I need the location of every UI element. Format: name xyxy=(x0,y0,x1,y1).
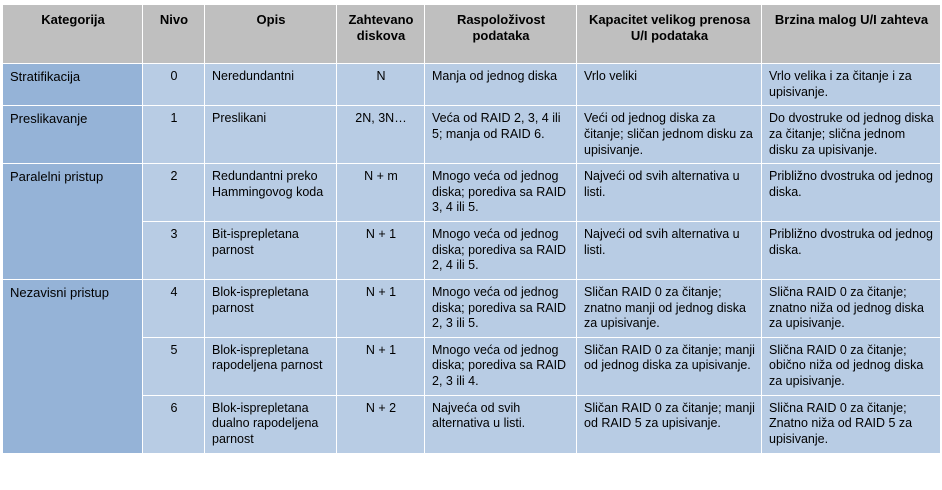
column-header-nivo: Nivo xyxy=(143,5,205,64)
small-io-cell: Slična RAID 0 za čitanje; znatno niža od jednog diska za upisivanje. xyxy=(762,279,941,337)
level-cell: 5 xyxy=(143,337,205,395)
small-io-cell: Približno dvostruka od jednog diska. xyxy=(762,222,941,280)
level-cell: 4 xyxy=(143,279,205,337)
large-io-cell: Vrlo veliki xyxy=(577,64,762,106)
disks-cell: 2N, 3N… xyxy=(337,106,425,164)
raid-comparison-table xyxy=(2,4,941,454)
disks-cell: N xyxy=(337,64,425,106)
description-cell: Redundantni preko Hammingovog koda xyxy=(205,164,337,222)
small-io-cell: Do dvostruke od jednog diska za čitanje; slična jednom disku za upisivanje. xyxy=(762,106,941,164)
disks-cell: N + 1 xyxy=(337,222,425,280)
disks-cell: N + m xyxy=(337,164,425,222)
category-cell: Nezavisni pristup xyxy=(3,279,143,453)
disks-cell: N + 2 xyxy=(337,395,425,453)
level-cell: 3 xyxy=(143,222,205,280)
availability-cell: Mnogo veća od jednog diska; porediva sa RAID 2, 3 ili 5. xyxy=(425,279,577,337)
availability-cell: Mnogo veća od jednog diska; porediva sa RAID 2, 4 ili 5. xyxy=(425,222,577,280)
column-header-brzina-malog-zahteva: Brzina malog U/I zahteva xyxy=(762,5,941,64)
small-io-cell: Približno dvostruka od jednog diska. xyxy=(762,164,941,222)
table-row xyxy=(3,395,941,453)
table-header-row xyxy=(3,5,941,64)
availability-cell: Mnogo veća od jednog diska; porediva sa RAID 2, 3 ili 4. xyxy=(425,337,577,395)
level-cell: 1 xyxy=(143,106,205,164)
description-cell: Blok-isprepletana parnost xyxy=(205,279,337,337)
small-io-cell: Slična RAID 0 za čitanje; obično niža od jednog diska za upisivanje. xyxy=(762,337,941,395)
category-cell: Preslikavanje xyxy=(3,106,143,164)
availability-cell: Najveća od svih alternativa u listi. xyxy=(425,395,577,453)
disks-cell: N + 1 xyxy=(337,337,425,395)
column-header-kapacitet-velikog-prenosa: Kapacitet velikog prenosa U/I podataka xyxy=(577,5,762,64)
level-cell: 0 xyxy=(143,64,205,106)
description-cell: Blok-isprepletana rapodeljena parnost xyxy=(205,337,337,395)
description-cell: Blok-isprepletana dualno rapodeljena parnost xyxy=(205,395,337,453)
large-io-cell: Sličan RAID 0 za čitanje; manji od jednog diska za upisivanje. xyxy=(577,337,762,395)
table-row xyxy=(3,279,941,337)
level-cell: 2 xyxy=(143,164,205,222)
disks-cell: N + 1 xyxy=(337,279,425,337)
level-cell: 6 xyxy=(143,395,205,453)
description-cell: Neredundantni xyxy=(205,64,337,106)
column-header-kategorija: Kategorija xyxy=(3,5,143,64)
table-row xyxy=(3,106,941,164)
table-row xyxy=(3,337,941,395)
description-cell: Bit-isprepletana parnost xyxy=(205,222,337,280)
large-io-cell: Najveći od svih alternativa u listi. xyxy=(577,222,762,280)
large-io-cell: Sličan RAID 0 za čitanje; znatno manji od jednog diska za upisivanje. xyxy=(577,279,762,337)
table-row xyxy=(3,164,941,222)
large-io-cell: Sličan RAID 0 za čitanje; manji od RAID 5 za upisivanje. xyxy=(577,395,762,453)
category-cell: Stratifikacija xyxy=(3,64,143,106)
table-row xyxy=(3,64,941,106)
large-io-cell: Najveći od svih alternativa u listi. xyxy=(577,164,762,222)
column-header-opis: Opis xyxy=(205,5,337,64)
table-row xyxy=(3,222,941,280)
availability-cell: Manja od jednog diska xyxy=(425,64,577,106)
availability-cell: Mnogo veća od jednog diska; porediva sa RAID 3, 4 ili 5. xyxy=(425,164,577,222)
small-io-cell: Vrlo velika i za čitanje i za upisivanje. xyxy=(762,64,941,106)
category-cell: Paralelni pristup xyxy=(3,164,143,280)
column-header-raspolozivost-podataka: Raspoloživost podataka xyxy=(425,5,577,64)
small-io-cell: Slična RAID 0 za čitanje; Znatno niža od RAID 5 za upisivanje. xyxy=(762,395,941,453)
large-io-cell: Veći od jednog diska za čitanje; sličan jednom disku za upisivanje. xyxy=(577,106,762,164)
column-header-zahtevano-diskova: Zahtevano diskova xyxy=(337,5,425,64)
description-cell: Preslikani xyxy=(205,106,337,164)
availability-cell: Veća od RAID 2, 3, 4 ili 5; manja od RAID 6. xyxy=(425,106,577,164)
